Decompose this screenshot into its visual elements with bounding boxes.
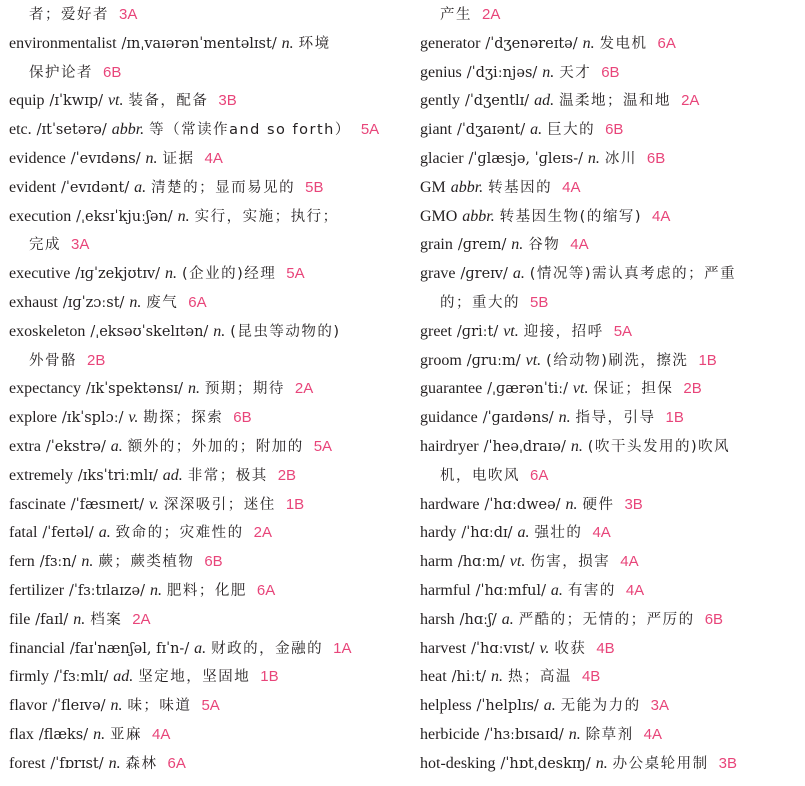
- definition: 收获: [554, 640, 587, 657]
- unit-reference: 4A: [562, 178, 581, 196]
- definition: (给动物)刷洗，擦洗: [546, 352, 689, 369]
- unit-reference: 4A: [625, 581, 645, 599]
- part-of-speech: n.: [595, 754, 608, 772]
- unit-reference: 3B: [218, 92, 237, 110]
- part-of-speech: ad.: [162, 466, 183, 484]
- part-of-speech: a.: [550, 581, 563, 599]
- glossary-entry: [420, 403, 800, 432]
- glossary-entry: [420, 173, 800, 202]
- unit-reference: 4A: [592, 524, 611, 542]
- pronunciation: /ɪɡˈzɔːst/: [62, 294, 125, 311]
- headword: evident: [9, 178, 57, 196]
- definition: (吹干头发用的)吹风: [587, 438, 731, 455]
- unit-reference: 3A: [650, 697, 670, 715]
- definition: 转基因的: [488, 179, 553, 196]
- definition: 的；重大的: [440, 294, 520, 311]
- unit-reference: 6B: [646, 149, 666, 167]
- definition: 伤害，损害: [530, 554, 611, 571]
- glossary-entry: [420, 634, 800, 663]
- pronunciation: /ˌɡærənˈtiː/: [487, 381, 568, 398]
- definition: 深深吸引；迷住: [163, 496, 276, 513]
- definition: 装备，配备: [128, 93, 209, 110]
- glossary-entry: [9, 490, 387, 519]
- pronunciation: /ˈdʒaɪənt/: [456, 122, 526, 139]
- right-column: [420, 0, 800, 778]
- glossary-entry: [420, 749, 800, 778]
- unit-reference: 4A: [652, 207, 671, 225]
- unit-reference: 5A: [613, 322, 633, 340]
- part-of-speech: abbr.: [111, 121, 145, 139]
- pronunciation: /ɪkˈsplɔː/: [61, 410, 124, 427]
- part-of-speech: vt.: [572, 380, 589, 398]
- headword: giant: [420, 121, 452, 139]
- headword: environmentalist: [9, 34, 117, 52]
- headword: genius: [420, 63, 462, 81]
- definition: 产生: [440, 7, 472, 23]
- pronunciation: /ˈheəˌdraɪə/: [483, 438, 566, 455]
- pronunciation: /ˈevɪdəns/: [70, 150, 141, 167]
- glossary-entry: [9, 317, 387, 346]
- headword: GMO: [420, 207, 458, 225]
- pronunciation: /ˈhɜːbɪsaɪd/: [484, 726, 564, 743]
- pronunciation: /ɡriːt/: [456, 323, 499, 340]
- unit-reference: 3A: [119, 6, 138, 23]
- part-of-speech: n.: [582, 34, 595, 52]
- pronunciation: /ˈhɑːdɪ/: [461, 525, 513, 542]
- part-of-speech: n.: [110, 697, 123, 715]
- definition: 档案: [90, 611, 123, 628]
- unit-reference: 1B: [698, 351, 717, 369]
- headword: harm: [420, 553, 453, 571]
- glossary-entry: [9, 605, 387, 634]
- headword: guarantee: [420, 380, 483, 398]
- headword: helpless: [420, 697, 472, 715]
- pronunciation: /ˈhɑːdweə/: [484, 496, 561, 513]
- pronunciation: /ɡruːm/: [466, 352, 521, 369]
- headword: greet: [420, 322, 452, 340]
- part-of-speech: a.: [530, 121, 543, 139]
- pronunciation: /ɪˈkwɪp/: [49, 93, 103, 110]
- definition: 味；味道: [127, 698, 192, 715]
- headword: etc.: [9, 121, 32, 139]
- unit-reference: 1B: [285, 495, 305, 513]
- entry-continuation: [9, 58, 387, 87]
- unit-reference: 6A: [530, 466, 549, 484]
- part-of-speech: v.: [539, 639, 550, 657]
- definition: 亚麻: [110, 726, 142, 743]
- headword: flax: [9, 725, 34, 743]
- definition: 额外的；外加的；附加的: [127, 438, 304, 455]
- definition: 发电机: [599, 35, 648, 52]
- pronunciation: /ˈdʒentlɪ/: [464, 93, 530, 110]
- definition: 蕨；蕨类植物: [98, 554, 195, 571]
- unit-reference: 5A: [286, 265, 305, 283]
- definition: 巨大的: [547, 122, 596, 139]
- part-of-speech: vt.: [107, 92, 124, 110]
- pronunciation: /ˈdʒenəreɪtə/: [485, 35, 578, 52]
- unit-reference: 3B: [624, 495, 643, 513]
- entry-continuation: [9, 346, 387, 375]
- definition: 指导，引导: [575, 410, 656, 427]
- part-of-speech: v.: [148, 495, 159, 513]
- headword: financial: [9, 639, 65, 657]
- part-of-speech: abbr.: [450, 178, 484, 196]
- headword: expectancy: [9, 380, 81, 398]
- definition: 等（常读作and so forth）: [149, 122, 351, 139]
- definition: 清楚的；显而易见的: [151, 179, 296, 196]
- definition: 实行，实施；执行；: [194, 208, 339, 225]
- pronunciation: /hiːt/: [451, 669, 487, 686]
- pronunciation: /ɪnˌvaɪərənˈmentəlɪst/: [121, 35, 277, 52]
- headword: exhaust: [9, 293, 58, 311]
- unit-reference: 6B: [601, 63, 620, 81]
- definition: 外骨骼: [29, 352, 77, 369]
- part-of-speech: ad.: [534, 92, 555, 110]
- part-of-speech: n.: [81, 553, 94, 571]
- part-of-speech: n.: [281, 34, 294, 52]
- part-of-speech: a.: [517, 524, 530, 542]
- headword: explore: [9, 409, 57, 427]
- definition: 森林: [125, 755, 158, 772]
- part-of-speech: n.: [145, 149, 158, 167]
- unit-reference: 2A: [681, 92, 700, 110]
- glossary-entry: [9, 115, 387, 144]
- definition: 勘探；探索: [143, 410, 224, 427]
- unit-reference: 6B: [103, 63, 122, 81]
- unit-reference: 6B: [704, 610, 724, 628]
- unit-reference: 6B: [204, 553, 223, 571]
- pronunciation: /ˈevɪdənt/: [61, 179, 130, 196]
- definition: (昆虫等动物的): [230, 323, 341, 340]
- part-of-speech: n.: [149, 581, 162, 599]
- pronunciation: /ɪɡˈzekjʊtɪv/: [75, 266, 161, 283]
- glossary-entry: [9, 403, 387, 432]
- pronunciation: /ˈfɒrɪst/: [50, 755, 104, 772]
- unit-reference: 4A: [152, 725, 171, 743]
- glossary-entry: [420, 86, 800, 115]
- entry-continuation: [420, 0, 800, 29]
- headword: generator: [420, 34, 481, 52]
- definition: 环境: [298, 35, 331, 52]
- unit-reference: 4A: [204, 149, 223, 167]
- glossary-entry: [420, 490, 800, 519]
- definition: 者；爱好者: [29, 7, 109, 23]
- headword: hardware: [420, 495, 480, 513]
- glossary-entry: [9, 461, 387, 490]
- part-of-speech: n.: [568, 725, 581, 743]
- headword: hairdryer: [420, 437, 479, 455]
- pronunciation: /hɑːm/: [457, 554, 505, 571]
- part-of-speech: n.: [165, 265, 177, 283]
- headword: file: [9, 610, 31, 628]
- glossary-entry: [9, 173, 387, 202]
- part-of-speech: n.: [129, 293, 142, 311]
- pronunciation: /ˌeksɪˈkjuːʃən/: [76, 208, 173, 225]
- unit-reference: 6B: [233, 409, 252, 427]
- definition: 肥料；化肥: [166, 582, 247, 599]
- definition: 致命的；灾难性的: [115, 525, 244, 542]
- glossary-entry: [9, 662, 387, 691]
- headword: gently: [420, 92, 460, 110]
- unit-reference: 1B: [665, 409, 684, 427]
- definition: (企业的)经理: [181, 266, 277, 283]
- pronunciation: /fɜːn/: [39, 554, 77, 571]
- unit-reference: 2B: [277, 466, 297, 484]
- part-of-speech: v.: [128, 409, 139, 427]
- headword: exoskeleton: [9, 322, 86, 340]
- headword: heat: [420, 668, 447, 686]
- headword: grain: [420, 236, 453, 254]
- definition: 迎接，招呼: [523, 323, 604, 340]
- headword: guidance: [420, 409, 478, 427]
- glossary-entry: [420, 432, 800, 461]
- headword: GM: [420, 178, 446, 196]
- glossary-entry: [9, 691, 387, 720]
- part-of-speech: n.: [491, 668, 503, 686]
- unit-reference: 1B: [260, 668, 279, 686]
- glossary-entry: [420, 29, 800, 58]
- headword: execution: [9, 207, 72, 225]
- headword: harvest: [420, 639, 467, 657]
- unit-reference: 5B: [530, 293, 549, 311]
- definition: 坚定地，坚固地: [138, 669, 251, 686]
- glossary-entry: [420, 259, 800, 288]
- part-of-speech: n.: [565, 495, 578, 513]
- unit-reference: 6A: [188, 293, 207, 311]
- glossary-entry: [9, 202, 387, 231]
- pronunciation: /ˈdʒiːnjəs/: [466, 64, 538, 81]
- definition: 机，电吹风: [440, 467, 520, 484]
- definition: 办公桌轮用制: [612, 755, 709, 772]
- pronunciation: /ˌeksəʊˈskelɪtən/: [90, 323, 209, 340]
- glossary-entry: [420, 202, 800, 231]
- pronunciation: /ɪksˈtriːmlɪ/: [77, 467, 158, 484]
- unit-reference: 4A: [643, 725, 662, 743]
- headword: fascinate: [9, 495, 66, 513]
- glossary-entry: [9, 288, 387, 317]
- glossary-entry: [9, 432, 387, 461]
- pronunciation: /ˈhɒtˌdeskɪŋ/: [500, 755, 591, 772]
- glossary-entry: [420, 230, 800, 259]
- part-of-speech: ad.: [113, 668, 134, 686]
- glossary-entry: [420, 58, 800, 87]
- definition: 财政的，金融的: [211, 640, 324, 657]
- part-of-speech: n.: [570, 437, 583, 455]
- pronunciation: /ɡreɪn/: [457, 237, 507, 254]
- unit-reference: 3B: [718, 754, 737, 772]
- pronunciation: /ɡreɪv/: [460, 266, 508, 283]
- glossary-entry: [9, 634, 387, 663]
- definition: 保证；担保: [593, 381, 674, 398]
- pronunciation: /ˈfɜːmlɪ/: [53, 669, 109, 686]
- part-of-speech: n.: [213, 322, 226, 340]
- definition: 严酷的；无情的；严厉的: [518, 611, 695, 628]
- part-of-speech: n.: [108, 754, 121, 772]
- definition: 废气: [146, 294, 179, 311]
- unit-reference: 4B: [596, 639, 615, 657]
- headword: harmful: [420, 581, 471, 599]
- definition: 完成: [29, 237, 61, 254]
- unit-reference: 2B: [87, 351, 106, 369]
- definition: 除草剂: [585, 726, 634, 743]
- pronunciation: /ˈekstrə/: [45, 438, 106, 455]
- glossary-entry: [420, 547, 800, 576]
- part-of-speech: vt.: [525, 351, 542, 369]
- pronunciation: /ˈfɜːtɪlaɪzə/: [69, 582, 146, 599]
- entry-continuation: [420, 288, 800, 317]
- definition: 天才: [559, 64, 592, 81]
- pronunciation: /ˈhɑːvɪst/: [471, 640, 535, 657]
- glossary-entry: [420, 576, 800, 605]
- definition: 热；高温: [507, 669, 572, 686]
- headword: equip: [9, 92, 45, 110]
- glossary-entry: [420, 691, 800, 720]
- headword: extremely: [9, 466, 73, 484]
- part-of-speech: n.: [542, 63, 555, 81]
- unit-reference: 5A: [360, 121, 380, 139]
- part-of-speech: vt.: [503, 322, 519, 340]
- definition: (情况等)需认真考虑的；严重: [529, 266, 737, 283]
- unit-reference: 1A: [333, 639, 352, 657]
- pronunciation: /faɪˈnænʃəl, fɪˈn-/: [69, 640, 190, 657]
- headword: harsh: [420, 610, 455, 628]
- glossary-entry: [9, 144, 387, 173]
- headword: hot-desking: [420, 754, 496, 772]
- definition: 硬件: [582, 496, 615, 513]
- glossary-entry: [9, 29, 387, 58]
- glossary-entry: [420, 374, 800, 403]
- glossary-entry: [420, 662, 800, 691]
- glossary-entry: [420, 115, 800, 144]
- part-of-speech: n.: [587, 149, 600, 167]
- unit-reference: 6A: [657, 34, 676, 52]
- part-of-speech: n.: [177, 207, 190, 225]
- pronunciation: /faɪl/: [35, 611, 69, 628]
- part-of-speech: vt.: [509, 553, 526, 571]
- unit-reference: 5B: [305, 178, 324, 196]
- glossary-entry: [9, 374, 387, 403]
- headword: extra: [9, 437, 41, 455]
- glossary-entry: [9, 547, 387, 576]
- headword: groom: [420, 351, 462, 369]
- pronunciation: /ˈɡlæsjə, ˈɡleɪs-/: [468, 150, 583, 167]
- definition: 温柔地；温和地: [559, 93, 672, 110]
- unit-reference: 4A: [620, 553, 639, 571]
- pronunciation: /ˈhelplɪs/: [476, 698, 539, 715]
- unit-reference: 5A: [201, 697, 220, 715]
- glossary-entry: [420, 144, 800, 173]
- unit-reference: 2B: [683, 380, 702, 398]
- pronunciation: /ˈfæsɪneɪt/: [70, 496, 145, 513]
- part-of-speech: a.: [501, 610, 514, 628]
- pronunciation: /ˈɡaɪdəns/: [482, 410, 554, 427]
- pronunciation: /ɪkˈspektənsɪ/: [85, 381, 183, 398]
- definition: 有害的: [567, 582, 616, 599]
- part-of-speech: a.: [512, 265, 525, 283]
- headword: grave: [420, 265, 456, 283]
- headword: fertilizer: [9, 581, 65, 599]
- glossary-entry: [9, 720, 387, 749]
- glossary-entry: [9, 86, 387, 115]
- glossary-entry: [420, 605, 800, 634]
- headword: herbicide: [420, 725, 480, 743]
- glossary-entry: [420, 346, 800, 375]
- part-of-speech: abbr.: [462, 207, 495, 225]
- part-of-speech: a.: [543, 697, 556, 715]
- unit-reference: 2A: [132, 610, 151, 628]
- headword: fern: [9, 553, 35, 571]
- unit-reference: 4A: [570, 236, 589, 254]
- part-of-speech: n.: [511, 236, 524, 254]
- part-of-speech: a.: [134, 178, 147, 196]
- headword: flavor: [9, 697, 48, 715]
- unit-reference: 6B: [605, 121, 624, 139]
- definition: 保护论者: [29, 64, 93, 81]
- headword: firmly: [9, 668, 49, 686]
- headword: hardy: [420, 524, 457, 542]
- unit-reference: 5A: [313, 437, 333, 455]
- glossary-entry: [9, 749, 387, 778]
- glossary-entry: [420, 317, 800, 346]
- definition: 非常；极其: [187, 467, 268, 484]
- part-of-speech: a.: [194, 639, 207, 657]
- definition: 转基因生物(的缩写): [499, 208, 642, 225]
- unit-reference: 2A: [253, 524, 272, 542]
- headword: evidence: [9, 149, 66, 167]
- part-of-speech: n.: [93, 725, 106, 743]
- part-of-speech: n.: [187, 380, 200, 398]
- definition: 谷物: [528, 237, 561, 254]
- entry-continuation: [420, 461, 800, 490]
- definition: 证据: [162, 150, 195, 167]
- part-of-speech: a.: [110, 437, 123, 455]
- unit-reference: 3A: [71, 236, 90, 254]
- glossary-entry: [9, 259, 387, 288]
- pronunciation: /ˈfleɪvə/: [52, 698, 106, 715]
- glossary-entry: [420, 518, 800, 547]
- headword: fatal: [9, 524, 38, 542]
- pronunciation: /hɑːʃ/: [459, 611, 497, 628]
- glossary-entry: [420, 720, 800, 749]
- definition: 无能为力的: [560, 698, 641, 715]
- unit-reference: 2A: [294, 380, 314, 398]
- unit-reference: 4B: [581, 668, 601, 686]
- pronunciation: /ɪtˈsetərə/: [36, 122, 107, 139]
- unit-reference: 2A: [482, 6, 501, 23]
- headword: forest: [9, 754, 46, 772]
- headword: executive: [9, 265, 71, 283]
- left-column: [9, 0, 387, 778]
- definition: 冰川: [604, 150, 637, 167]
- headword: glacier: [420, 149, 464, 167]
- entry-continuation: [9, 0, 387, 29]
- glossary-entry: [9, 576, 387, 605]
- pronunciation: /flæks/: [38, 726, 89, 743]
- entry-continuation: [9, 230, 387, 259]
- pronunciation: /ˈhɑːmful/: [475, 582, 546, 599]
- part-of-speech: n.: [558, 409, 571, 427]
- definition: 强壮的: [534, 525, 583, 542]
- unit-reference: 6A: [167, 754, 186, 772]
- pronunciation: /ˈfeɪtəl/: [42, 525, 94, 542]
- part-of-speech: n.: [73, 610, 86, 628]
- definition: 预期；期待: [204, 381, 285, 398]
- part-of-speech: a.: [98, 524, 111, 542]
- unit-reference: 6A: [256, 581, 276, 599]
- glossary-entry: [9, 518, 387, 547]
